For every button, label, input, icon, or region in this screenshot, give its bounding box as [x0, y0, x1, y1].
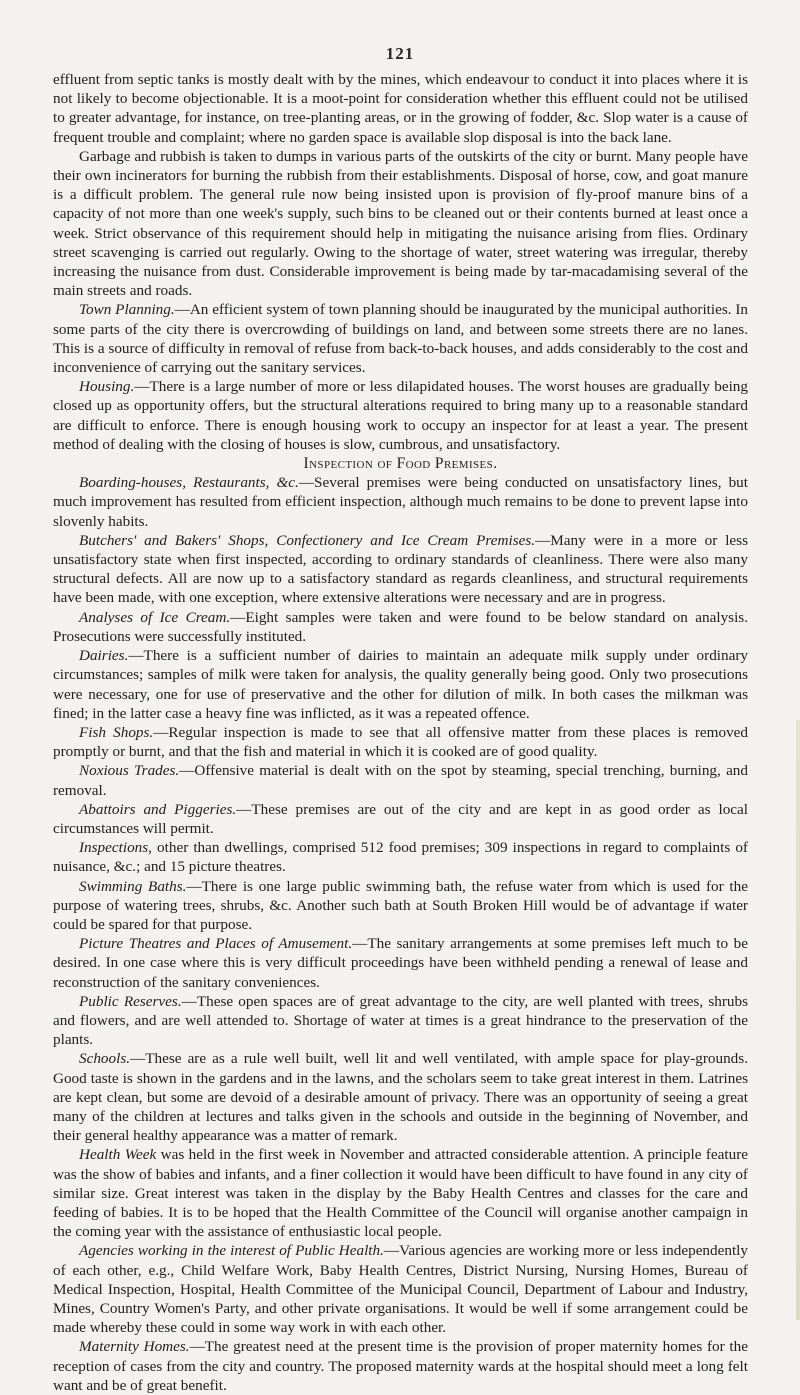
town-planning-paragraph [53, 300, 748, 377]
butchers-text: —Many were in a more or less unsatisfactory state when first inspected, according to ordinary standards of cleanliness. There were also many structural defects. All are now up to a satisfactory standard as regards cleanliness, and structural requirements have been made, with one exception, where extensive alterations were necessary and are in progress. [53, 531, 748, 607]
intro-paragraph: effluent from septic tanks is mostly dealt with by the mines, which endeavour to conduct it into places where it is not likely to become objectionable. It is a moot-point for consideration whether this effluent could not be utilised to greater advantage, for instance, on tree-planting areas, or in the growing of fodder, &c. Slop water is a cause of frequent trouble and complaint; where no garden space is available slop disposal is into the back lane. [53, 71, 748, 146]
fish-text: —Regular inspection is made to see that all offensive matter from these places is removed promptly or burnt, and that the fish and material in which it is cooked are of good quality. [53, 723, 748, 761]
agencies-text: —Various agencies are working more or less independently of each other, e.g., Child Welfare Work, Baby Health Centres, District Nursing, Nursing Homes, Bureau of Medical Inspection, Hospital, Health Committee of the Municipal Council, Department of Labour and Industry, Mines, Country Women's Party, and other private organisations. It would be well if some arrangement could be made whereby these could in some way work in with each other. [53, 1242, 748, 1337]
maternity-lead: Maternity Homes. [79, 1338, 190, 1356]
fish-lead: Fish Shops. [79, 723, 154, 741]
dairies-paragraph [53, 646, 748, 723]
housing-paragraph [53, 377, 748, 454]
butchers-paragraph [53, 531, 748, 608]
health-week-paragraph [53, 1145, 748, 1241]
health-week-lead: Health Week [79, 1146, 157, 1164]
analyses-lead: Analyses of Ice Cream. [79, 608, 231, 626]
agencies-lead: Agencies working in the interest of Public Health. [79, 1242, 384, 1260]
picture-lead: Picture Theatres and Places of Amusement. [79, 935, 353, 953]
reserves-paragraph [53, 992, 748, 1050]
butchers-lead: Butchers' and Bakers' Shops, Confectionery and Ice Cream Premises. [79, 531, 536, 549]
analyses-text: —Eight samples were taken and were found to be below standard on analysis. Prosecutions were successfully instituted. [53, 608, 748, 645]
maternity-text: —The greatest need at the present time is the provision of proper maternity homes for the reception of cases from the city and country. The proposed maternity wards at the hospital should meet a long felt want and be of great benefit. [53, 1338, 748, 1394]
noxious-lead: Noxious Trades. [79, 762, 180, 780]
abattoirs-lead: Abattoirs and Piggeries. [79, 800, 237, 818]
swimming-paragraph [53, 877, 748, 935]
boarding-paragraph [53, 473, 748, 531]
swimming-text: —There is one large public swimming bath, the refuse water from which is used for the purpose of watering trees, shrubs, &c. Another such bath at South Broken Hill would be of advantage if water could be spared for that purpose. [53, 877, 748, 933]
abattoirs-text: —These premises are out of the city and are kept in as good order as local circumstances will permit. [53, 800, 749, 837]
town-planning-text: —An efficient system of town planning should be inaugurated by the municipal authorities. In some parts of the city there is overcrowding of buildings on land, and between some streets there are no lanes. This is a source of difficulty in removal of refuse from back-to-back houses, and adds considerably to the cost and inconvenience of carrying out the sanitary services. [53, 301, 749, 377]
swimming-lead: Swimming Baths. [79, 877, 187, 895]
inspections-text: other than dwellings, comprised 512 food premises; 309 inspections in regard to complaints of nuisance, &c.; and 15 picture theatres. [53, 839, 748, 876]
health-week-text: was held in the first week in November and attracted considerable attention. A principle feature was the show of babies and infants, and a finer collection it would have been difficult to have found in any city of similar size. Great interest was taken in the display by the Baby Health Centres and classes for the care and feeding of babies. It is to be hoped that the Health Committee of the Council will organise another campaign in the coming year with the assistance of enthusiastic local people. [53, 1146, 748, 1241]
garbage-paragraph: Garbage and rubbish is taken to dumps in various parts of the outskirts of the city or burnt. Many people have their own incinerators for burning the rubbish from their establishments. Disposal of horse, cow, and goat manure is a difficult problem. The general rule now being insisted upon is provision of fly-proof manure bins of a capacity of not more than one week's supply, such bins to be cleaned out or their contents burned at least once a week. Strict observance of this requirement should help in mitigating the nuisance arising from flies. Ordinary street scavenging is carried out regularly. Owing to the shortage of water, street watering was irregular, thereby increasing the nuisance from dust. Considerable improvement is being made by tar-macadamising several of the main streets and roads. [53, 147, 748, 300]
inspections-lead: Inspections, [79, 839, 152, 857]
schools-text: —These are as a rule well built, well lit and well ventilated, with ample space for play-grounds. Good taste is shown in the gardens and in the lawns, and the scholars seem to take great interest in them. Latrines are kept clean, but some are devoid of a desirable amount of privacy. There was an opportunity of seeing a great many of the children at lectures and talks given in the schools and outside in the beginning of November, and their general healthy appearance was a matter of remark. [53, 1050, 748, 1145]
noxious-paragraph [53, 761, 748, 799]
maternity-paragraph [53, 1337, 748, 1395]
housing-lead: Housing. [79, 378, 135, 396]
abattoirs-paragraph [53, 800, 748, 838]
reserves-lead: Public Reserves. [79, 992, 182, 1010]
picture-text: —The sanitary arrangements at some premises left much to be desired. In one case where this is very difficult proceedings have been withheld pending a renewal of lease and reconstruction of the sanitary conveniences. [53, 935, 749, 991]
housing-text: —There is a large number of more or less dilapidated houses. The worst houses are gradually being closed up as opportunity offers, but the structural alterations required to bring many up to a reasonable standard are difficult to enforce. There is enough housing work to occupy an inspector for at least a year. The present method of dealing with the closing of houses is slow, cumbrous, and unsatisfactory. [53, 378, 748, 453]
schools-lead: Schools. [79, 1050, 131, 1068]
boarding-text: —Several premises were being conducted on unsatisfactory lines, but much improvement has resulted from efficient inspection, although much remains to be done to prevent lapse into slovenly habits. [53, 474, 748, 530]
agencies-paragraph [53, 1241, 748, 1337]
inspections-paragraph [53, 838, 748, 876]
fish-paragraph [53, 723, 748, 761]
analyses-paragraph [53, 608, 748, 646]
page-number: 121 [385, 44, 415, 63]
picture-paragraph [53, 934, 748, 992]
reserves-text: —These open spaces are of great advantage to the city, are well planted with trees, shrubs and flowers, and are well attended to. Shortage of water at times is a great hindrance to the preservation of the plants. [53, 992, 748, 1049]
town-planning-lead: Town Planning. [79, 301, 175, 319]
dairies-text: —There is a sufficient number of dairies to maintain an adequate milk supply under ordinary circumstances; samples of milk were taken for analysis, the quality generally being good. Only two prosecutions were necessary, one for use of preservative and the other for dilution of milk. In both cases the milkman was fined; in the latter case a heavy fine was inflicted, as it was a repeated offence. [53, 647, 748, 722]
section-heading: Inspection of Food Premises. [303, 455, 498, 473]
schools-paragraph [53, 1049, 748, 1145]
paper-edge-stain [796, 720, 800, 1320]
boarding-lead: Boarding-houses, Restaurants, &c. [79, 474, 299, 492]
dairies-lead: Dairies. [79, 647, 129, 665]
noxious-text: —Offensive material is dealt with on the spot by steaming, special trenching, burning, and removal. [53, 762, 748, 799]
